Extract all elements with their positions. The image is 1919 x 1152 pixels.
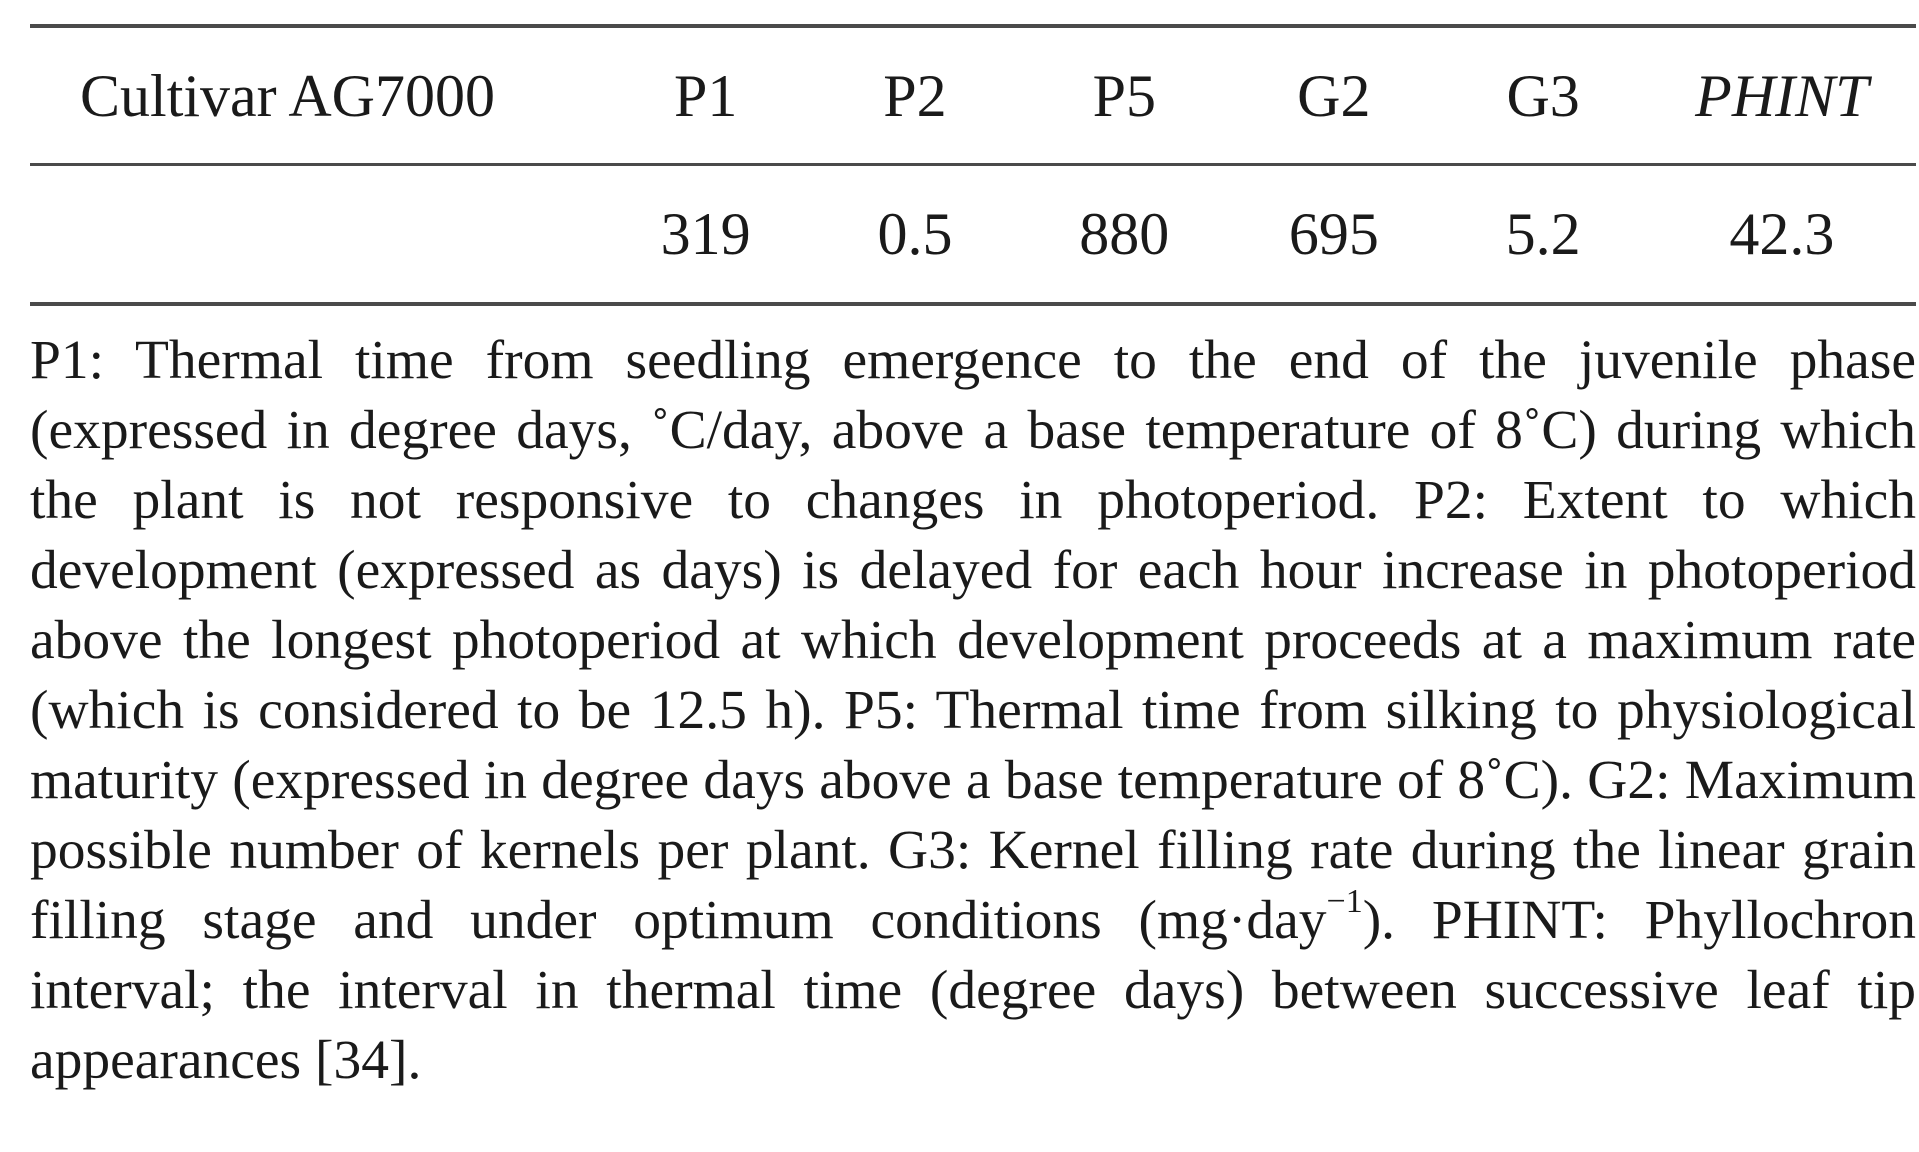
footnote-superscript: −1: [1326, 883, 1363, 920]
page: [30, 24, 1916, 1152]
header-g2: G2: [1297, 62, 1371, 129]
footnote-text-after-sup: ). PHINT: Phyllochron interval; the interval in thermal time (degree days) between successive leaf tip appearances [34].: [30, 890, 1916, 1091]
header-p2: P2: [883, 62, 947, 129]
header-g3: G3: [1506, 62, 1580, 129]
row-label: [30, 165, 601, 305]
header-p1: P1: [673, 62, 738, 129]
cell-p5: 880: [1079, 201, 1170, 267]
cell-phint: 42.3: [1729, 201, 1835, 267]
cell-g2: 695: [1288, 201, 1379, 267]
cell-p1: 319: [660, 201, 751, 267]
header-cultivar-label: Cultivar AG7000: [80, 62, 495, 129]
cell-g3: 5.2: [1505, 201, 1581, 267]
footnote-text-before-sup: P1: Thermal time from seedling emergence to the end of the juvenile phase (expressed in degree days, ˚C/day, above a base temperature of 8˚C) during which the plant is not responsive to changes in photoperiod. P2: Extent to which development (expressed as days) is delayed for each hour increase in photoperiod above the longest photoperiod at which development proceeds at a maximum rate (which is considered to be 12.5 h). P5: Thermal time from silking to physiological maturity (expressed in degree days above a base temperature of 8˚C). G2: Maximum possible number of kernels per plant. G3: Kernel filling rate during the linear grain filling stage and under optimum conditions (mg·day: [30, 330, 1916, 951]
cultivar-parameters-table: [30, 24, 1916, 306]
table-header-row: [30, 26, 1916, 165]
table-row: [30, 165, 1916, 305]
table-footnote: [30, 326, 1916, 1096]
header-p5: P5: [1092, 62, 1156, 129]
cell-p2: 0.5: [877, 201, 953, 267]
header-phint: PHINT: [1695, 62, 1869, 129]
